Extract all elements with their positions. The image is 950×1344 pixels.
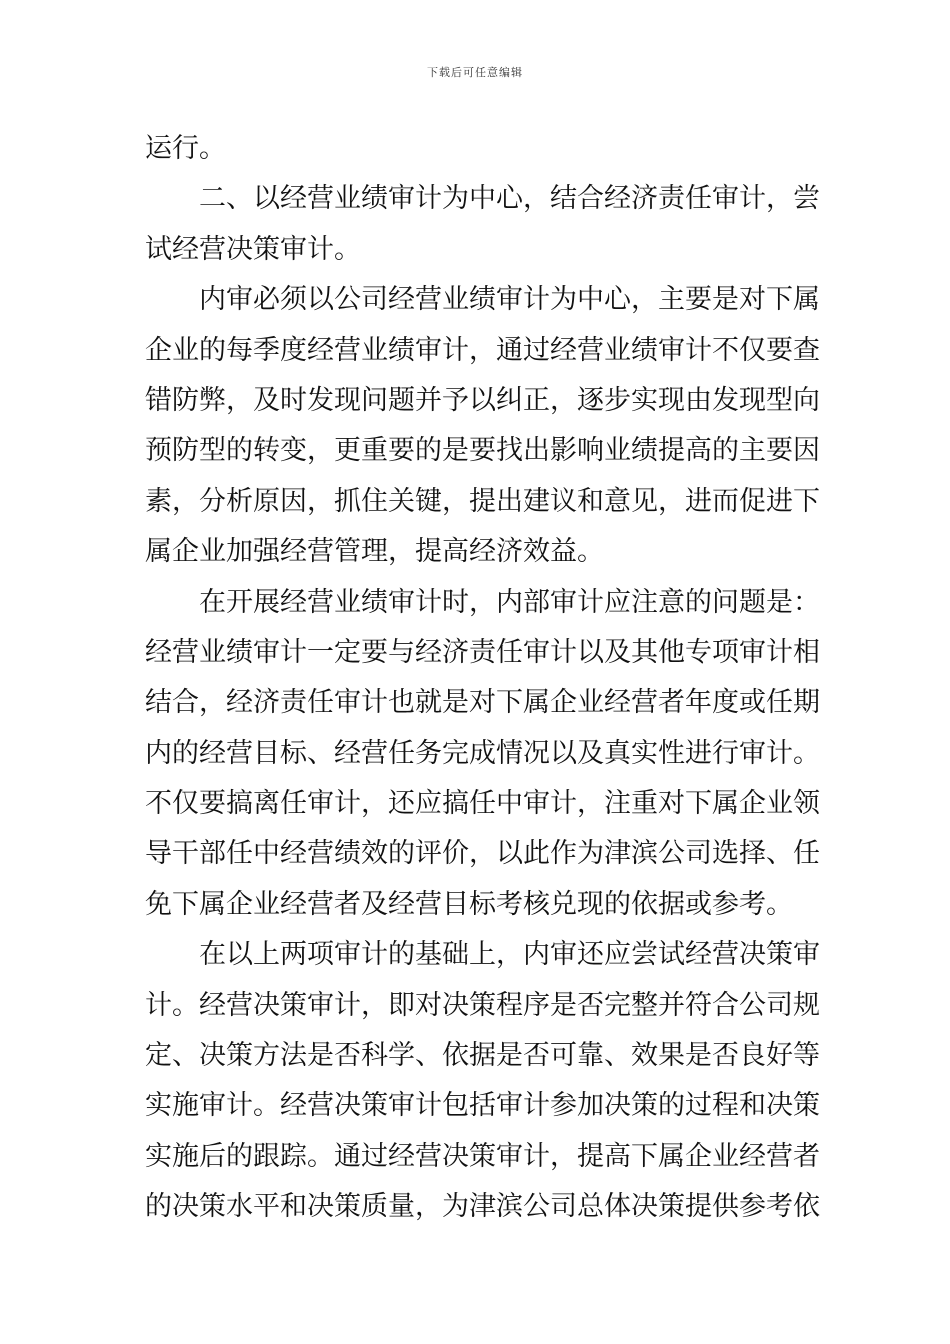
text-line: 二、以经营业绩审计为中心，结合经济责任审计，尝 [199, 183, 820, 215]
text-line: 免下属企业经营者及经营目标考核兑现的依据或参考。 [145, 888, 793, 920]
text-line: 运行。 [145, 133, 226, 164]
text-line: 内的经营目标、经营任务完成情况以及真实性进行审计。 [145, 737, 820, 769]
document-body [145, 124, 820, 1233]
text-line: 内审必须以公司经营业绩审计为中心，主要是对下属 [199, 284, 820, 316]
text-line: 错防弊，及时发现问题并予以纠正，逐步实现由发现型向 [145, 384, 820, 416]
text-line: 不仅要搞离任审计，还应搞任中审计，注重对下属企业领 [145, 788, 820, 820]
text-line: 计。经营决策审计，即对决策程序是否完整并符合公司规 [145, 989, 820, 1021]
text-line: 定、决策方法是否科学、依据是否可靠、效果是否良好等 [145, 1040, 820, 1072]
text-line: 试经营决策审计。 [145, 233, 361, 265]
text-line: 导干部任中经营绩效的评价，以此作为津滨公司选择、任 [145, 838, 820, 870]
text-line: 在开展经营业绩审计时，内部审计应注意的问题是： [199, 586, 820, 618]
text-line: 的决策水平和决策质量，为津滨公司总体决策提供参考依 [145, 1191, 820, 1223]
text-line: 在以上两项审计的基础上，内审还应尝试经营决策审 [199, 939, 820, 971]
text-line: 企业的每季度经营业绩审计，通过经营业绩审计不仅要查 [145, 334, 820, 366]
text-line: 属企业加强经营管理，提高经济效益。 [145, 536, 604, 568]
text-line: 经营业绩审计一定要与经济责任审计以及其他专项审计相 [145, 636, 820, 668]
page-header: 下载后可任意编辑 [427, 66, 523, 79]
text-line: 素，分析原因，抓住关键，提出建议和意见，进而促进下 [145, 485, 820, 517]
text-line: 实施审计。经营决策审计包括审计参加决策的过程和决策 [145, 1090, 820, 1122]
text-line: 预防型的转变，更重要的是要找出影响业绩提高的主要因 [145, 435, 820, 467]
text-line: 结合，经济责任审计也就是对下属企业经营者年度或任期 [145, 687, 820, 719]
text-line: 实施后的跟踪。通过经营决策审计，提高下属企业经营者 [145, 1140, 820, 1172]
